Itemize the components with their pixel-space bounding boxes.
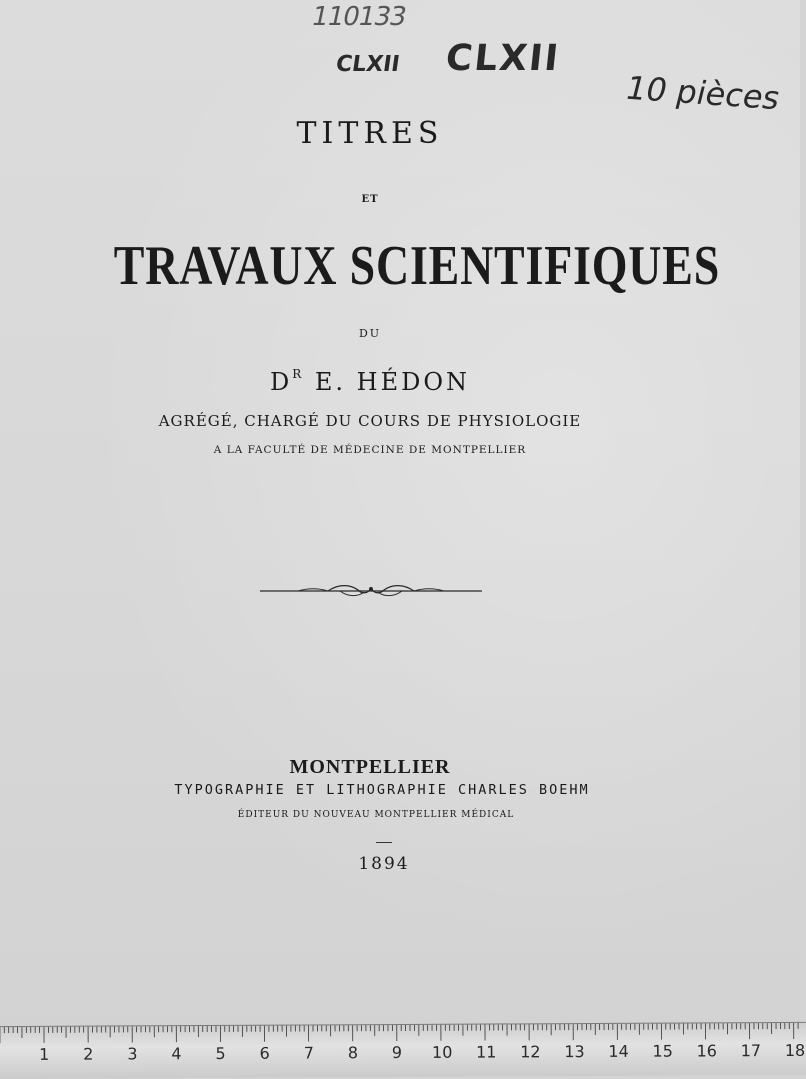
ruler-label: 8 [348,1043,358,1062]
ruler-label: 9 [392,1043,402,1062]
ruler-label: 7 [304,1043,314,1062]
ruler-label: 17 [741,1041,761,1060]
ruler-label: 5 [215,1044,225,1063]
ruler-ticks [0,1023,806,1045]
ruler-label: 14 [608,1042,628,1061]
ruler-label: 3 [127,1044,137,1063]
ruler-label: 4 [171,1044,181,1063]
imprint-city: MONTPELLIER [0,756,740,779]
title-line-1: TITRES [0,116,740,151]
decorative-rule-ornament [258,580,484,600]
imprint-year: 1894 [14,854,754,874]
title-line-2: TRAVAUX SCIENTIFIQUES [114,234,622,298]
ruler-label: 6 [260,1044,270,1063]
author-faculty: A LA FACULTÉ DE MÉDECINE DE MONTPELLIER [0,444,740,456]
imprint-printer: TYPOGRAPHIE ET LITHOGRAPHIE CHARLES BOEHM [12,782,752,798]
author-surname: E. HÉDON [304,368,470,396]
ruler-label: 15 [652,1042,672,1061]
ruler-label: 12 [520,1042,540,1061]
imprint-divider [376,842,392,843]
author-preposition: DU [0,327,740,340]
ruler-label: 16 [697,1041,717,1060]
ruler-label: 2 [83,1045,93,1064]
author-name [0,367,740,396]
ruler-label: 1 [39,1045,49,1064]
ruler-label: 11 [476,1043,496,1062]
title-conjunction: ET [0,194,740,205]
imprint-editor: ÉDITEUR DU NOUVEAU MONTPELLIER MÉDICAL [6,810,746,820]
measuring-ruler [0,1022,806,1079]
ruler-label: 13 [564,1042,584,1061]
handwritten-code-small: CLXII [334,52,401,77]
author-prefix-superscript: R [292,367,304,381]
handwritten-number: 110133 [309,2,409,32]
ruler-label: 10 [432,1043,452,1062]
author-prefix: D [270,368,292,396]
handwritten-code-large: CLXII [444,38,562,79]
handwritten-pieces-note: 10 pièces [622,69,785,117]
ruler-label: 18 [785,1041,805,1060]
author-position: AGRÉGÉ, CHARGÉ DU COURS DE PHYSIOLOGIE [0,412,740,430]
